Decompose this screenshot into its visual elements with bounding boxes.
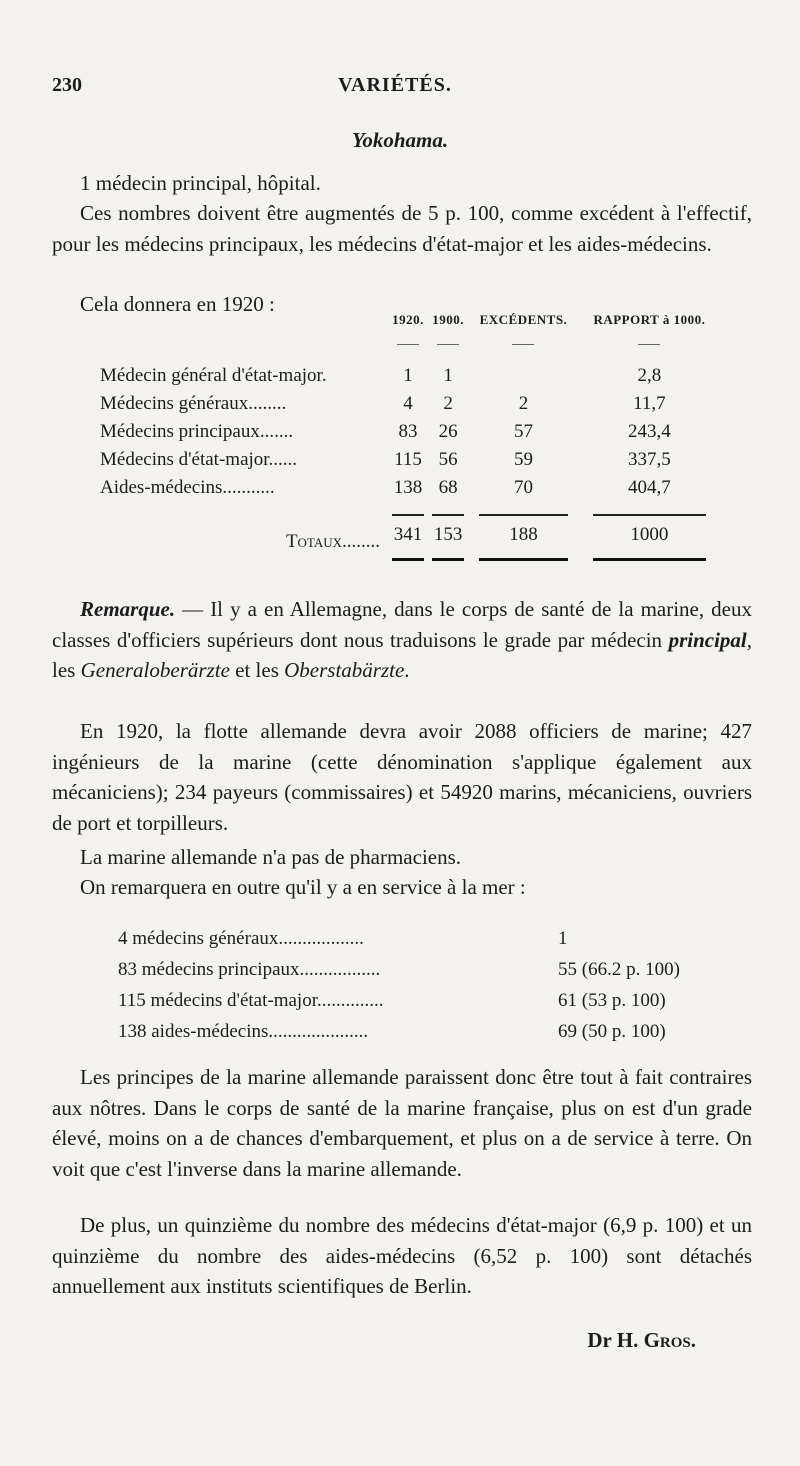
- table-row: [100, 390, 720, 418]
- table-header-row: [100, 312, 720, 334]
- table-row: [100, 474, 720, 502]
- cell-rapport: 404,7: [628, 477, 671, 498]
- total-underline: [392, 558, 424, 561]
- row-label: Médecins d'état-major......: [100, 449, 298, 470]
- row-label: Médecins principaux.......: [100, 421, 294, 442]
- table-row: [100, 362, 720, 390]
- total-1920: [388, 502, 428, 561]
- row-label: Médecins généraux........: [100, 393, 287, 414]
- staff-table: [100, 312, 720, 561]
- row-label: Médecin général d'état-major.: [100, 365, 327, 386]
- section-title: Yokohama.: [351, 128, 449, 152]
- total-underline: [593, 558, 706, 561]
- totals-label: Totaux........: [285, 530, 380, 552]
- total-value: 153: [432, 514, 464, 546]
- cell-1900: 68: [438, 477, 458, 498]
- dash-rule: [512, 344, 534, 353]
- list-item: [118, 1021, 738, 1052]
- total-excedents: [468, 502, 579, 561]
- cell-excedents: 70: [513, 477, 533, 498]
- paragraph-de-plus: De plus, un quinzième du nombre des médecins d'état-major (6,9 p. 100) et un quinzième du nombre des aides-médecins (6,52 p. 100) sont détachés annuellement aux instituts scientifiques de Berlin.: [52, 1213, 752, 1298]
- remarque-generaloberarzte: Generaloberärzte: [80, 658, 230, 682]
- row-label: Aides-médecins...........: [100, 477, 275, 498]
- remarque-principal: principal: [668, 627, 747, 652]
- table-cell: [428, 334, 468, 362]
- total-rapport: [579, 502, 720, 561]
- dash-rule: [397, 344, 419, 353]
- total-1900: [428, 502, 468, 561]
- table-cell: [579, 334, 720, 362]
- paragraph-1920: Cela donnera en 1920 :: [80, 292, 275, 316]
- table-dash-row: [100, 334, 720, 362]
- table-cell: [100, 334, 388, 362]
- paragraph-principes: Les principes de la marine allemande paraissent donc être tout à fait contraires aux nôtres. Dans le corps de santé de la marine française, plus on est d'un grade élevé, moins on a de chances d'embarquement, et plus on a de service à terre. On voit que c'est l'inverse dans la marine allemande.: [52, 1065, 752, 1181]
- list-item-value: 61 (53 p. 100): [558, 990, 666, 1011]
- table-header: EXCÉDENTS.: [479, 312, 568, 327]
- list-item-name: 138 aides-médecins.....................: [118, 1021, 369, 1042]
- cell-excedents: 59: [513, 449, 533, 470]
- dash-rule: [638, 344, 660, 353]
- cell-1920: 115: [394, 449, 422, 470]
- list-item-name: 115 médecins d'état-major..............: [118, 990, 384, 1011]
- list-item: [118, 928, 738, 959]
- remarque-oberstabarzte: Oberstabärzte: [284, 658, 405, 682]
- signature-title: Dr: [587, 1328, 612, 1352]
- table-row: [100, 446, 720, 474]
- cell-1920: 4: [403, 393, 413, 414]
- table-header-blank: [100, 312, 388, 334]
- page-header: [52, 74, 738, 104]
- paragraph-remarque: [52, 594, 752, 686]
- table-totals-row: [100, 502, 720, 561]
- list-item-name: 4 médecins généraux..................: [118, 928, 364, 949]
- cell-1900: 2: [443, 393, 453, 414]
- table-header: 1920.: [392, 312, 424, 327]
- cell-1920: 1: [403, 365, 413, 386]
- page-number: 230: [52, 74, 82, 96]
- cell-rapport: 337,5: [628, 449, 671, 470]
- list-item-name: 83 médecins principaux.................: [118, 959, 381, 980]
- table-cell: [468, 334, 579, 362]
- list-item-value: 55 (66.2 p. 100): [558, 959, 680, 980]
- remarque-label: Remarque.: [80, 597, 176, 621]
- cell-excedents: 2: [518, 393, 529, 414]
- sea-service-list: [118, 928, 738, 1052]
- paragraph-service-mer: On remarquera en outre qu'il y a en service à la mer :: [80, 875, 526, 899]
- remarque-text: , les: [52, 627, 752, 682]
- list-item: [118, 959, 738, 990]
- remarque-text: .: [404, 658, 410, 682]
- list-item-value: 69 (50 p. 100): [558, 1021, 666, 1042]
- cell-1900: 26: [438, 421, 458, 442]
- paragraph-hospital: 1 médecin principal, hôpital.: [80, 171, 321, 195]
- total-value: 341: [392, 514, 424, 546]
- total-underline: [479, 558, 568, 561]
- total-underline: [432, 558, 464, 561]
- cell-rapport: 2,8: [637, 365, 662, 386]
- total-value: 188: [479, 514, 568, 546]
- table-header: 1900.: [432, 312, 464, 327]
- dash-rule: [437, 344, 459, 353]
- table-row: [100, 418, 720, 446]
- paragraph-augment: Ces nombres doivent être augmentés de 5 p. 100, comme excédent à l'effectif, pour les médecins principaux, les médecins d'état-major et les aides-médecins.: [52, 201, 752, 256]
- cell-1900: 1: [443, 365, 453, 386]
- cell-rapport: 243,4: [628, 421, 671, 442]
- cell-1920: 83: [398, 421, 418, 442]
- total-value: 1000: [593, 514, 706, 546]
- cell-1920: 138: [393, 477, 423, 498]
- remarque-text: — Il y a en Allemagne, dans le corps de santé de la marine, deux classes d'officiers supérieurs dont nous traduisons le grade par médecin: [52, 597, 752, 652]
- signature: [587, 1328, 696, 1353]
- list-item-value: 1: [558, 928, 568, 949]
- cell-excedents: 57: [513, 421, 533, 442]
- cell-excedents: [468, 362, 579, 390]
- table-header: RAPPORT à 1000.: [593, 312, 706, 327]
- running-title: VARIÉTÉS.: [338, 74, 452, 96]
- paragraph-pharmaciens: La marine allemande n'a pas de pharmaciens.: [80, 845, 462, 869]
- paragraph-flotte: En 1920, la flotte allemande devra avoir 2088 officiers de marine; 427 ingénieurs de la marine (cette dénomination s'applique également aux mécaniciens); 234 payeurs (commissaires) et 54920 marins, mécaniciens, ouvriers de port et torpilleurs.: [52, 719, 752, 835]
- cell-1900: 56: [438, 449, 458, 470]
- cell-rapport: 11,7: [633, 393, 666, 414]
- remarque-text: et les: [229, 658, 285, 682]
- list-item: [118, 990, 738, 1021]
- signature-name: H. Gros.: [616, 1328, 696, 1352]
- table-cell: [388, 334, 428, 362]
